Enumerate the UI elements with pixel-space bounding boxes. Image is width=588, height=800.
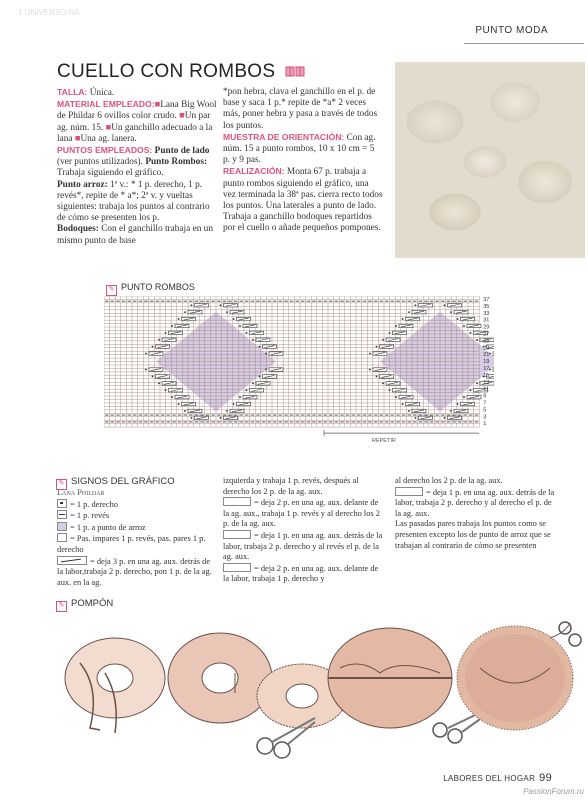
legend-cable-1: = deja 3 p. en una ag. aux. detrás de la labor,trabaja 2 p. derecho, pon 1 p. de la ag. aux. en la ag. [57,556,212,587]
row-number: 3 [483,414,487,421]
legend-note: Las pasadas pares trabaja los puntos como se presenten excepto los de punto de arroz que se trabajan al contrario de cómo se presenten [395,519,551,550]
pompon-header [56,598,113,612]
row-number: 13 [483,379,490,386]
bodoques-label: Bodoques: [57,224,99,235]
chart-label: PUNTO ROMBOS [121,282,195,292]
cable-swatch-5 [395,487,423,496]
muestra-label: MUESTRA DE ORIENTACIÓN: [223,131,345,142]
section-rule [464,43,584,44]
pencil-icon: ✎ [56,601,67,612]
realizacion-text: Monta 67 p. trabaja a punto rombos siguiendo el gráfico, una vez terminada la 38ª pas. cierra recto todos los puntos. Una laterales a punto de lado. Trabaja a ganchillo bodoques repartidos por el cuello o añade pequeños pompones. [223,167,383,234]
row-number: 27 [483,331,490,338]
legend-column-1 [57,488,217,588]
puntos-label: PUNTOS EMPLEADOS: [57,145,153,156]
difficulty-icon [285,61,305,83]
legend-knit: = 1 p. derecho [70,499,118,509]
blank-swatch [57,533,67,542]
punto-lado-label: Punto de lado [154,146,210,157]
pencil-icon: ✎ [56,479,67,490]
wool-photo [395,62,585,258]
text-column-2 [223,87,383,235]
pompon-label: POMPÓN [71,598,114,609]
row-number: 21 [483,352,490,359]
row-number: 23 [483,345,490,352]
seed-swatch [57,522,67,531]
punto-lado-text: (ver puntos utilizados). [57,157,143,168]
row-number: 37 [483,297,490,303]
row-number: 25 [483,338,490,345]
pompon-step-2 [168,633,272,723]
punto-rombos-label: Punto Rombos: [145,157,208,168]
pompon-step-5 [457,622,581,730]
page-number: 99 [539,772,552,784]
bodoques-continued: *pon hebra, clava el ganchillo en el p. de base y saca 1 p.* repite de *a* 2 veces más, poner hebra y pasa a través de todos los puntos. [223,87,378,131]
purl-swatch [57,510,67,519]
legend-title-text: SIGNOS DEL GRÁFICO [71,476,175,487]
chart-header [106,282,195,296]
cable-symbol [493,368,494,371]
pompon-illustration [60,618,585,768]
legend-cable-4-cont: al derecho los 2 p. de la ag. aux. [395,476,503,485]
talla-label: TALLA: [57,87,88,97]
cable-symbol [493,352,494,355]
row-number: 31 [483,317,490,324]
legend-odd-rows: = Pas. impares 1 p. revés, pas. pares 1 p. derecho [57,534,206,554]
punto-arroz-label: Punto arroz: [57,179,108,190]
row-number: 17 [483,366,490,372]
legend-seed: = 1 p. a punto de arroz [70,522,146,532]
row-number: 11 [483,386,490,393]
ghost-header-text: 1 UNIVERSO NA [18,8,80,17]
section-label: PUNTO MODA [475,25,548,36]
magazine-name: LABORES DEL HOGAR [443,774,536,783]
legend-cable-2: = deja 2 p. en una ag. aux. delante de la ag. aux., trabaja 1 p. revés y al derecho los 2 p. de la ag. aux. [223,498,380,529]
repeat-label: REPETIR [372,438,396,445]
row-number: 29 [483,324,490,331]
row-number: 9 [483,393,487,400]
row-number: 1 [483,421,487,428]
legend-cable-5: = deja 1 p. en una ag. aux. detrás de la labor, trabaja 2 p. derecho y al derecho el p. de la ag. aux. [395,487,555,518]
scissors-icon [559,622,581,646]
row-number: 35 [483,303,490,310]
legend-cable-4: = deja 2 p. en una ag. aux. delante de la labor, trabaja 1 p. derecho y [223,563,379,584]
legend-cable-3: = deja 1 p. en una ag. aux. detrás de la labor, trabaja 2 p. derecho y al revés el p. de la ag. aux. [223,530,383,562]
realizacion-label: REALIZACIÓN: [223,166,285,177]
legend-brand: Lana Phildar [57,488,105,497]
legend-purl: = 1 p. revés [70,511,110,521]
talla-value: Única. [89,88,115,98]
cable-swatch-2 [223,497,251,506]
punto-arroz-text: 1ª v.: * 1 p. derecho, 1 p. revés*, repite de * a*; 2ª v. y vueltas siguientes: trabaja los puntos al contrario de cómo se presenten los p. [57,179,210,224]
watermark: PassionForum.ru [523,787,584,796]
row-number: 33 [483,310,490,317]
punto-rombos-text: Trabaja siguiendo el gráfico. [57,168,164,179]
footer [443,772,552,784]
material-hook: Un ganchillo adecuado a la lana [57,122,213,144]
title-text: CUELLO CON ROMBOS [57,61,276,82]
legend-column-2 [223,476,385,585]
material-needles: Un par ag. núm. 15. [57,111,211,133]
material-text: Lana Big Wool de Phildar 6 ovillos color crudo. [57,100,217,122]
row-number: 7 [483,400,487,407]
knitting-chart [104,296,494,461]
pencil-icon: ✎ [106,285,117,296]
pompon-step-1 [65,638,165,733]
legend-column-3 [395,476,555,551]
legend-cable-1-cont: izquierda y trabaja 1 p. revés, después al derecho los 2 p. de la ag. aux. [223,476,359,496]
cable-swatch-1 [57,556,87,565]
row-number: 5 [483,407,487,414]
cable-swatch-3 [223,530,251,539]
text-column-1: TALLA: Única. MATERIAL EMPLEADO:■Lana Big Wool de Phildar 6 ovillos color crudo. ■Un par ag. núm. 15. ■Un ganchillo adecuado a la lana ■Una ag. lanera. PUNTOS EMPLEADOS: Punto de lado (ver puntos utilizados). Punto Rombos: Trabaja siguiendo el gráfico. Punto arroz: 1ª v.: * 1 p. derecho, 1 p. revés*, repite de * a*; 2ª v. y vueltas siguientes: trabaja los puntos al contrario de cómo se presenten los p. Bodoques: Con el ganchillo trabaja en un mismo punto de base [57,87,217,246]
row-number: 15 [483,372,490,379]
row-number: 19 [483,359,490,366]
material-label: MATERIAL EMPLEADO: [57,99,155,110]
bodoques-text: Con el ganchillo trabaja en un mismo punto de base [57,224,213,246]
knit-swatch [57,499,67,508]
page-title [57,61,305,83]
muestra-text: Con ag. núm. 15 a punto rombos, 10 x 10 cm = 5 p. y 9 pas. [223,132,376,166]
cable-swatch-4 [223,563,251,572]
material-yarn-needle: Una ag. lanera. [80,133,137,144]
